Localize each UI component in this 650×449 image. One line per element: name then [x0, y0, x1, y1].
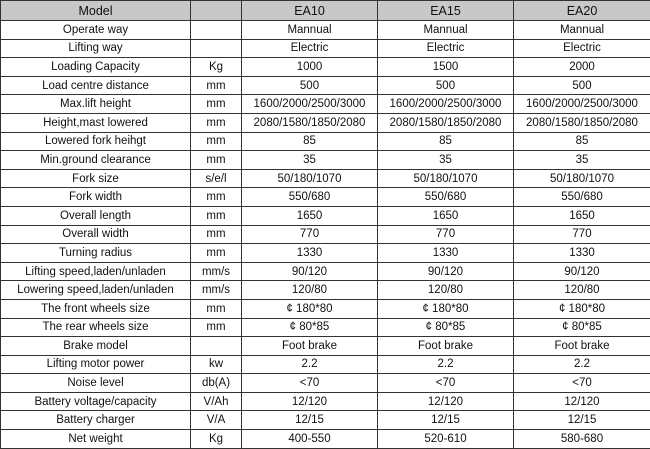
param-cell: Min.ground clearance: [1, 151, 191, 170]
value-cell-ea20: 12/120: [514, 392, 650, 411]
value-cell-ea15: ¢ 180*80: [378, 299, 514, 318]
value-cell-ea20: 580-680: [514, 430, 650, 449]
table-row: [1, 337, 650, 356]
value-cell-ea10: 1600/2000/2500/3000: [242, 95, 378, 114]
value-cell-ea10: ¢ 180*80: [242, 299, 378, 318]
value-cell-ea20: 50/180/1070: [514, 169, 650, 188]
value-cell-ea10: 50/180/1070: [242, 169, 378, 188]
value-cell-ea20: 90/120: [514, 262, 650, 281]
unit-cell: mm: [191, 151, 242, 170]
unit-cell: mm: [191, 244, 242, 263]
value-cell-ea20: 35: [514, 151, 650, 170]
header-row: [1, 1, 650, 21]
param-cell: Overall width: [1, 225, 191, 244]
value-cell-ea20: 85: [514, 132, 650, 151]
param-cell: Lifting speed,laden/unladen: [1, 262, 191, 281]
header-param: Model: [1, 1, 191, 21]
table-row: [1, 318, 650, 337]
unit-cell: [191, 337, 242, 356]
unit-cell: Kg: [191, 58, 242, 77]
value-cell-ea15: 1500: [378, 58, 514, 77]
value-cell-ea10: 1000: [242, 58, 378, 77]
value-cell-ea20: 12/15: [514, 411, 650, 430]
table-row: [1, 113, 650, 132]
param-cell: Battery voltage/capacity: [1, 392, 191, 411]
value-cell-ea10: 1330: [242, 244, 378, 263]
param-cell: The front wheels size: [1, 299, 191, 318]
table-row: [1, 281, 650, 300]
unit-cell: mm: [191, 299, 242, 318]
value-cell-ea10: Electric: [242, 39, 378, 58]
spec-body: [1, 21, 650, 449]
value-cell-ea20: 120/80: [514, 281, 650, 300]
value-cell-ea15: Foot brake: [378, 337, 514, 356]
value-cell-ea20: <70: [514, 374, 650, 393]
unit-cell: V/A: [191, 411, 242, 430]
value-cell-ea10: 12/120: [242, 392, 378, 411]
value-cell-ea10: 2.2: [242, 355, 378, 374]
value-cell-ea10: 500: [242, 76, 378, 95]
value-cell-ea10: 1650: [242, 206, 378, 225]
value-cell-ea10: Foot brake: [242, 337, 378, 356]
param-cell: Lifting motor power: [1, 355, 191, 374]
value-cell-ea20: Electric: [514, 39, 650, 58]
value-cell-ea20: Foot brake: [514, 337, 650, 356]
param-cell: Height,mast lowered: [1, 113, 191, 132]
param-cell: Lowered fork heihgt: [1, 132, 191, 151]
param-cell: Brake model: [1, 337, 191, 356]
value-cell-ea15: ¢ 80*85: [378, 318, 514, 337]
param-cell: Max.lift height: [1, 95, 191, 114]
param-cell: Overall length: [1, 206, 191, 225]
value-cell-ea15: 1600/2000/2500/3000: [378, 95, 514, 114]
table-row: [1, 95, 650, 114]
unit-cell: mm: [191, 206, 242, 225]
table-row: [1, 206, 650, 225]
table-row: [1, 58, 650, 77]
unit-cell: Kg: [191, 430, 242, 449]
unit-cell: db(A): [191, 374, 242, 393]
param-cell: Fork width: [1, 188, 191, 207]
param-cell: Fork size: [1, 169, 191, 188]
table-row: [1, 355, 650, 374]
value-cell-ea10: 90/120: [242, 262, 378, 281]
value-cell-ea15: 1330: [378, 244, 514, 263]
value-cell-ea10: 400-550: [242, 430, 378, 449]
table-row: [1, 430, 650, 449]
value-cell-ea15: 85: [378, 132, 514, 151]
header-model-ea10: EA10: [242, 1, 378, 21]
header-unit: [191, 1, 242, 21]
value-cell-ea20: 2.2: [514, 355, 650, 374]
unit-cell: mm/s: [191, 281, 242, 300]
param-cell: Turning radius: [1, 244, 191, 263]
value-cell-ea10: 120/80: [242, 281, 378, 300]
value-cell-ea10: ¢ 80*85: [242, 318, 378, 337]
table-row: [1, 225, 650, 244]
value-cell-ea10: 12/15: [242, 411, 378, 430]
value-cell-ea15: 35: [378, 151, 514, 170]
value-cell-ea15: 2080/1580/1850/2080: [378, 113, 514, 132]
value-cell-ea15: Mannual: [378, 21, 514, 40]
value-cell-ea15: 550/680: [378, 188, 514, 207]
table-row: [1, 151, 650, 170]
unit-cell: mm: [191, 188, 242, 207]
value-cell-ea20: ¢ 80*85: [514, 318, 650, 337]
table-row: [1, 132, 650, 151]
header-model-ea20: EA20: [514, 1, 650, 21]
value-cell-ea20: 1650: [514, 206, 650, 225]
table-row: [1, 169, 650, 188]
value-cell-ea20: 2080/1580/1850/2080: [514, 113, 650, 132]
table-row: [1, 262, 650, 281]
unit-cell: mm: [191, 225, 242, 244]
param-cell: Net weight: [1, 430, 191, 449]
unit-cell: s/e/l: [191, 169, 242, 188]
table-row: [1, 374, 650, 393]
value-cell-ea20: 770: [514, 225, 650, 244]
unit-cell: mm: [191, 95, 242, 114]
value-cell-ea20: ¢ 180*80: [514, 299, 650, 318]
param-cell: Noise level: [1, 374, 191, 393]
param-cell: Loading Capacity: [1, 58, 191, 77]
value-cell-ea10: <70: [242, 374, 378, 393]
value-cell-ea20: 500: [514, 76, 650, 95]
value-cell-ea20: 1600/2000/2500/3000: [514, 95, 650, 114]
param-cell: Lowering speed,laden/unladen: [1, 281, 191, 300]
value-cell-ea15: 520-610: [378, 430, 514, 449]
header-model-ea15: EA15: [378, 1, 514, 21]
value-cell-ea15: <70: [378, 374, 514, 393]
param-cell: Battery charger: [1, 411, 191, 430]
table-row: [1, 39, 650, 58]
unit-cell: mm: [191, 132, 242, 151]
unit-cell: V/Ah: [191, 392, 242, 411]
value-cell-ea15: 50/180/1070: [378, 169, 514, 188]
value-cell-ea15: 120/80: [378, 281, 514, 300]
value-cell-ea15: 12/15: [378, 411, 514, 430]
value-cell-ea10: 2080/1580/1850/2080: [242, 113, 378, 132]
value-cell-ea10: Mannual: [242, 21, 378, 40]
param-cell: Lifting way: [1, 39, 191, 58]
table-row: [1, 244, 650, 263]
value-cell-ea10: 770: [242, 225, 378, 244]
param-cell: Operate way: [1, 21, 191, 40]
table-row: [1, 411, 650, 430]
value-cell-ea15: 12/120: [378, 392, 514, 411]
table-row: [1, 21, 650, 40]
unit-cell: kw: [191, 355, 242, 374]
value-cell-ea20: Mannual: [514, 21, 650, 40]
unit-cell: mm: [191, 318, 242, 337]
value-cell-ea10: 85: [242, 132, 378, 151]
table-row: [1, 188, 650, 207]
table-row: [1, 392, 650, 411]
value-cell-ea20: 1330: [514, 244, 650, 263]
unit-cell: mm: [191, 76, 242, 95]
param-cell: Load centre distance: [1, 76, 191, 95]
value-cell-ea10: 550/680: [242, 188, 378, 207]
value-cell-ea15: 1650: [378, 206, 514, 225]
value-cell-ea20: 2000: [514, 58, 650, 77]
value-cell-ea15: 770: [378, 225, 514, 244]
value-cell-ea10: 35: [242, 151, 378, 170]
value-cell-ea15: 2.2: [378, 355, 514, 374]
value-cell-ea15: 500: [378, 76, 514, 95]
value-cell-ea15: Electric: [378, 39, 514, 58]
unit-cell: [191, 39, 242, 58]
table-row: [1, 76, 650, 95]
unit-cell: mm/s: [191, 262, 242, 281]
unit-cell: [191, 21, 242, 40]
value-cell-ea15: 90/120: [378, 262, 514, 281]
table-row: [1, 299, 650, 318]
value-cell-ea20: 550/680: [514, 188, 650, 207]
param-cell: The rear wheels size: [1, 318, 191, 337]
unit-cell: mm: [191, 113, 242, 132]
